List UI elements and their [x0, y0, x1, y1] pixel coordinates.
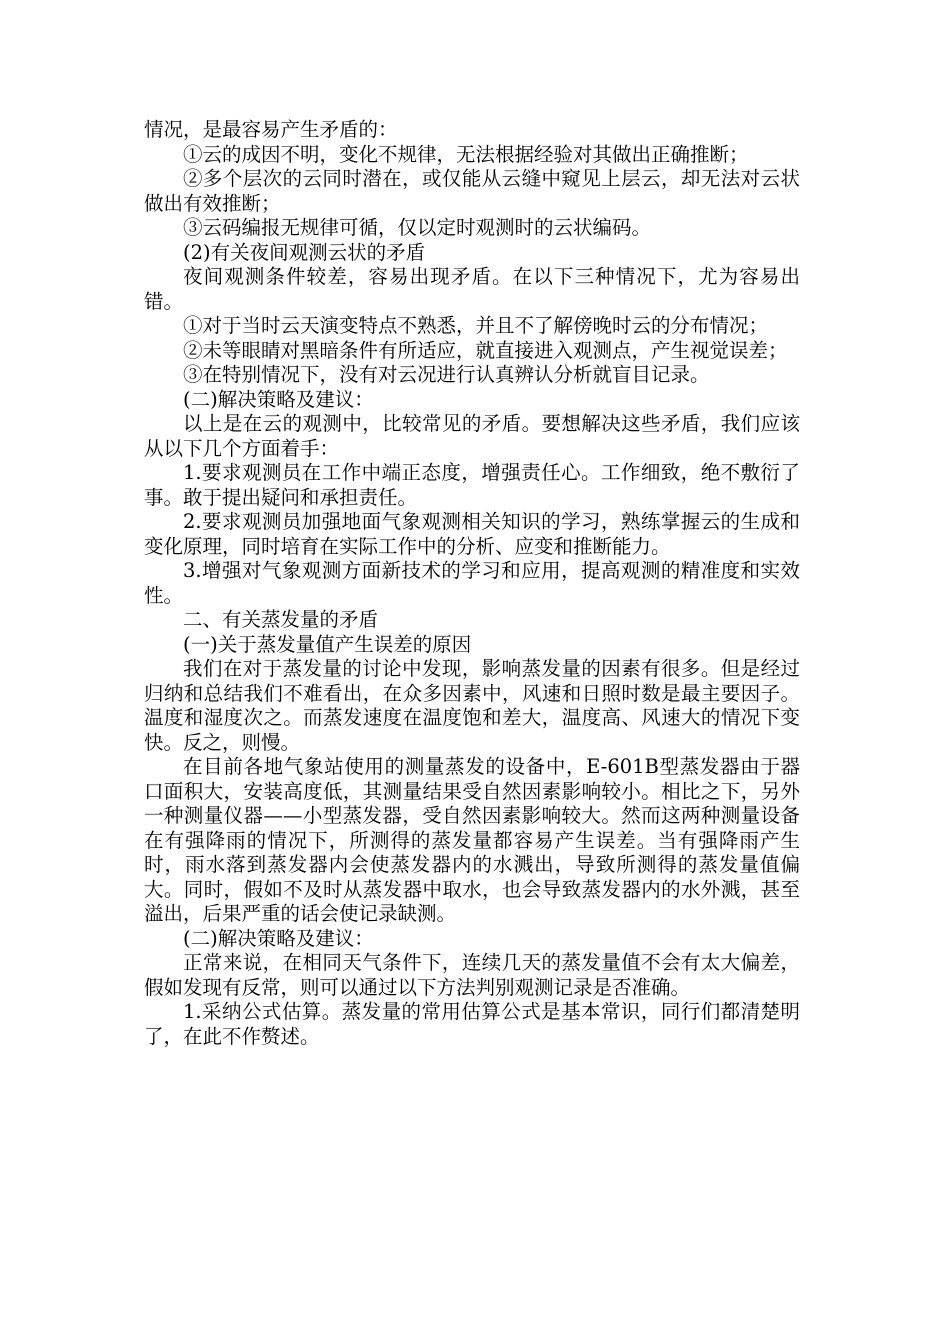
paragraph: ③云码编报无规律可循，仅以定时观测时的云状编码。: [183, 216, 652, 239]
paragraph: ②多个层次的云同时潜在，或仅能从云缝中窥见上层云，却无法对云状做出有效推断；: [144, 167, 800, 215]
paragraph: 1.采纳公式估算。蒸发量的常用估算公式是基本常识，同行们都清楚明了，在此不作赘述。: [144, 1000, 800, 1048]
paragraph: 1.要求观测员在工作中端正态度，增强责任心。工作细致，绝不敷衍了事。敢于提出疑问和承担责任。: [144, 461, 800, 509]
section-heading: (二)解决策略及建议：: [183, 387, 374, 411]
paragraph: 夜间观测条件较差，容易出现矛盾。在以下三种情况下，尤为容易出错。: [144, 265, 800, 313]
section-heading: (2)有关夜间观测云状的矛盾: [183, 240, 426, 264]
paragraph: 正常来说，在相同天气条件下，连续几天的蒸发量值不会有太大偏差，假如发现有反常，则可以通过以下方法判别观测记录是否准确。: [144, 951, 800, 999]
section-heading: (二)解决策略及建议：: [183, 926, 374, 950]
paragraph: 在目前各地气象站使用的测量蒸发的设备中，E-601B型蒸发器由于器口面积大，安装高度低，其测量结果受自然因素影响较小。相比之下，另外一种测量仪器——小型蒸发器，受自然因素影响较大。然而这两种测量设备在有强降雨的情况下，所测得的蒸发量都容易产生误差。当有强降雨产生时，雨水落到蒸发器内会使蒸发器内的水溅出，导致所测得的蒸发量值偏大。同时，假如不及时从蒸发器中取水，也会导致蒸发器内的水外溅，甚至溢出，后果严重的话会使记录缺测。: [144, 755, 800, 925]
paragraph: 情况，是最容易产生矛盾的：: [144, 118, 398, 141]
paragraph: ①云的成因不明，变化不规律，无法根据经验对其做出正确推断；: [183, 142, 749, 166]
paragraph: ③在特别情况下，没有对云况进行认真辨认分析就盲目记录。: [183, 363, 710, 386]
section-heading: 二、有关蒸发量的矛盾: [183, 608, 379, 631]
paragraph: 3.增强对气象观测方面新技术的学习和应用，提高观测的精准度和实效性。: [144, 559, 800, 607]
paragraph: 我们在对于蒸发量的讨论中发现，影响蒸发量的因素有很多。但是经过归纳和总结我们不难看出，在众多因素中，风速和日照时数是最主要因子。温度和湿度次之。而蒸发速度在温度饱和差大，温度高、风速大的情况下变快。反之，则慢。: [144, 657, 800, 754]
paragraph: ①对于当时云天演变特点不熟悉，并且不了解傍晚时云的分布情况；: [183, 314, 769, 337]
paragraph: 以上是在云的观测中，比较常见的矛盾。要想解决这些矛盾，我们应该从以下几个方面着手：: [144, 412, 800, 460]
paragraph: ②未等眼睛对黑暗条件有所适应，就直接进入观测点，产生视觉误差；: [183, 338, 788, 362]
paragraph: 2.要求观测员加强地面气象观测相关知识的学习，熟练掌握云的生成和变化原理，同时培育在实际工作中的分析、应变和推断能力。: [144, 510, 800, 558]
section-heading: (一)关于蒸发量值产生误差的原因: [183, 632, 472, 656]
document-page: [144, 118, 800, 1049]
